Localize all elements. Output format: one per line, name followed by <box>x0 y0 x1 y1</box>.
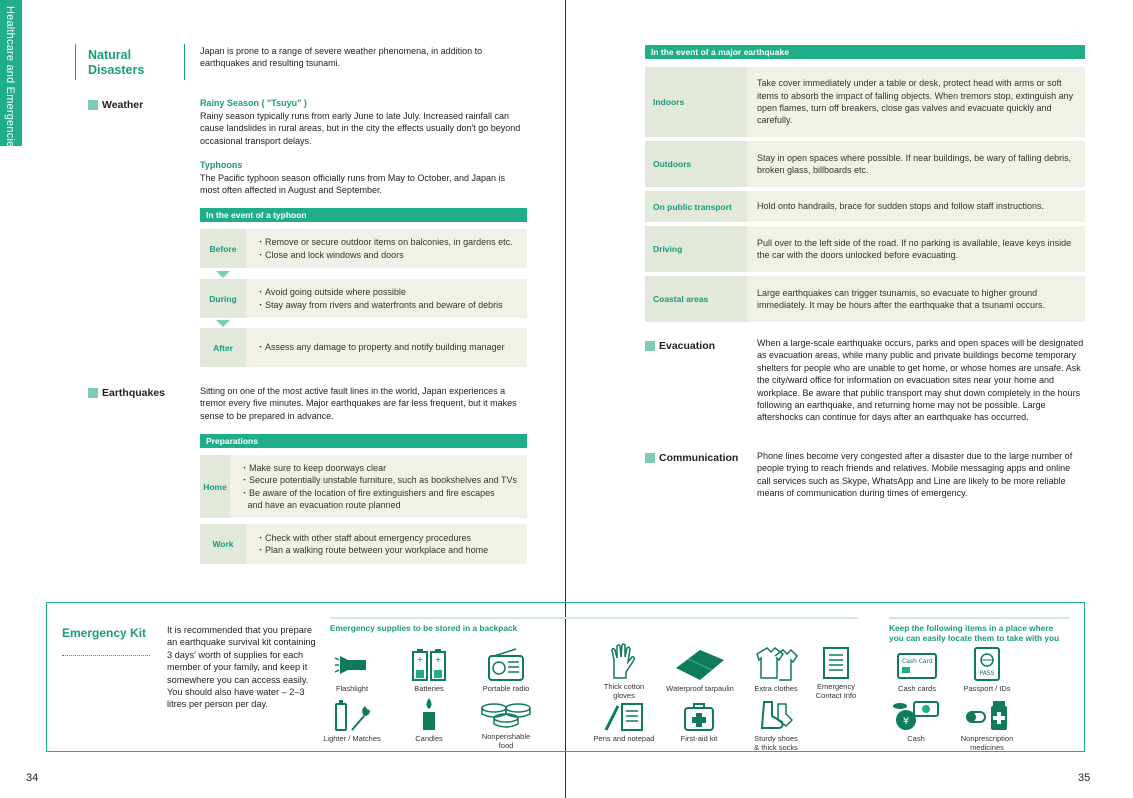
passport-icon <box>972 646 1002 682</box>
bullet-line: ・Check with other staff about emergency procedures <box>256 532 471 543</box>
kit-item-medicines <box>954 698 1020 752</box>
eq-row-public-transport <box>645 191 1085 222</box>
heading-square-icon <box>645 341 655 351</box>
item-label: & thick socks <box>754 742 798 752</box>
bullet-line: ・Be aware of the location of fire extinguishers and fire escapes <box>240 487 495 498</box>
kit-item-food <box>472 700 540 750</box>
eq-row-indoors <box>645 67 1085 137</box>
bullet-line: and have an evacuation route planned <box>240 499 401 510</box>
eq-row-text: Take cover immediately under a table or desk, protect head with arms or soft items to absorb the impact of falling objects. When tremors stop, extinguish any open flames, turn off breakers, close gas valves and evacuate quickly and carefully. <box>747 67 1085 137</box>
kit-item-lighter <box>318 698 386 744</box>
passport-label: PASS <box>979 670 995 677</box>
typhoons-title: Typhoons <box>200 160 243 170</box>
rainy-season-text: Rainy season typically runs from early June to late July. Increased rainfall can cause landslides in rural areas, but in the city the effects usually don't go beyond occasional transport delays. <box>200 111 521 146</box>
canned-food-icon <box>478 700 534 730</box>
pen-notepad-icon <box>602 702 646 732</box>
earthquakes-heading-label: Earthquakes <box>102 387 166 399</box>
item-label: Passport / IDs <box>963 684 1011 693</box>
cash-card-icon <box>896 648 938 682</box>
item-label: Cash <box>907 734 925 743</box>
typhoon-row-before <box>200 229 527 268</box>
rainy-season-title: Rainy Season ( "Tsuyu" ) <box>200 98 307 108</box>
title-divider <box>184 44 185 80</box>
kit-item-contact-info <box>810 646 862 700</box>
eq-row-text: Large earthquakes can trigger tsunamis, so evacuate to higher ground immediately. It may be hours after the earthquake that a tsunami occurs. <box>747 276 1085 322</box>
kit-item-flashlight <box>326 648 378 694</box>
item-label: gloves <box>613 690 635 700</box>
gloves-icon <box>606 642 642 680</box>
cash-icon <box>892 698 940 732</box>
typhoon-bar: In the event of a typhoon <box>200 208 527 222</box>
kit-item-batteries <box>404 648 454 694</box>
emergency-kit-title: Emergency Kit <box>62 626 147 640</box>
item-label: Thick cotton <box>603 682 645 691</box>
heading-square-icon <box>88 388 98 398</box>
earthquake-table <box>645 67 1085 322</box>
heading-square-icon <box>645 453 655 463</box>
item-label: Lighter / Matches <box>323 734 381 743</box>
svg-text:+: + <box>434 655 442 664</box>
bullet-line: ・Plan a walking route between your workplace and home <box>256 545 489 555</box>
batteries-icon <box>409 648 449 682</box>
svg-text:¥: ¥ <box>902 716 910 727</box>
eq-row-coastal <box>645 276 1085 322</box>
kit-item-passport <box>958 646 1016 694</box>
communication-text: Phone lines become very congested after a disaster due to the large number of people trying to reach friends and relatives. Mobile messaging apps and online call services such as Skype, WhatsApp and Line are likely to be more reliable means of communication during times of emergency. <box>757 451 1073 499</box>
page-title: Natural Disasters <box>88 48 145 77</box>
prep-row-home <box>200 455 527 518</box>
evacuation-text: When a large-scale earthquake occurs, parks and open spaces will be designated as evacuation areas, while many public and private buildings become temporary shelters for people who are unable to get home, or whose homes are unsafe. Ask the city/ward office for information on evacuation sites near your home and workplace. Be aware that public transport may shut down completely in the hours following an earthquake, and returning home may not be possible. Large aftershocks can continue for days after an earthquake has occurred. <box>757 338 1084 423</box>
item-label: First-aid kit <box>680 734 718 743</box>
eq-row-label: Indoors <box>645 67 747 137</box>
svg-text:+: + <box>416 655 424 664</box>
bullet-line: ・Remove or secure outdoor items on balconies, in gardens etc. <box>256 237 513 248</box>
kit-item-gloves <box>596 642 652 700</box>
kit-item-clothes <box>749 644 803 694</box>
locate-rule <box>889 617 1069 619</box>
eq-row-text: Stay in open spaces where possible. If near buildings, be wary of falling debris, broken glass, billboards etc. <box>747 141 1085 187</box>
preparations-bar: Preparations <box>200 434 527 448</box>
eq-row-text: Pull over to the left side of the road. If no parking is available, leave keys inside the car with the doors unlocked before evacuating. <box>747 226 1085 272</box>
item-label: Nonprescription <box>960 734 1014 743</box>
bullet-line: ・Secure potentially unstable furniture, such as bookshelves and TVs <box>240 475 517 486</box>
item-label: Cash cards <box>898 684 936 693</box>
contact-info-icon <box>821 646 851 680</box>
typhoon-row-label: During <box>200 279 246 318</box>
section-side-tab <box>0 0 22 154</box>
evacuation-heading-label: Evacuation <box>659 340 716 352</box>
page-number-left: 34 <box>26 772 39 784</box>
eq-row-label: Outdoors <box>645 141 747 187</box>
heading-square-icon <box>88 100 98 110</box>
eq-row-label: On public transport <box>645 191 747 222</box>
bullet-line: ・Stay away from rivers and waterfronts and beware of debris <box>256 299 503 310</box>
bullet-line: ・Avoid going outside where possible <box>256 287 406 298</box>
item-label: Candles <box>415 734 443 743</box>
flashlight-icon <box>334 648 370 682</box>
typhoon-row-during <box>200 279 527 318</box>
typhoon-row-text <box>246 279 527 318</box>
typhoon-row-label: After <box>200 328 246 367</box>
kit-item-tarpaulin <box>660 646 740 694</box>
bullet-line: ・Make sure to keep doorways clear <box>240 462 387 473</box>
item-label: Contact Info <box>815 690 857 700</box>
first-aid-icon <box>682 700 716 732</box>
kit-item-shoes <box>747 700 805 752</box>
prep-row-work <box>200 524 527 564</box>
item-label: Emergency <box>817 682 855 691</box>
typhoon-row-text <box>246 328 527 367</box>
tarpaulin-icon <box>672 646 728 682</box>
communication-heading-label: Communication <box>659 452 739 464</box>
bullet-line: ・Close and lock windows and doors <box>256 249 404 260</box>
shoes-socks-icon <box>756 700 796 732</box>
locate-heading-line-1: Keep the following items in a place where <box>889 623 1054 633</box>
communication-heading <box>645 452 738 464</box>
eq-row-outdoors <box>645 141 1085 187</box>
emergency-kit-text: It is recommended that you prepare an earthquake survival kit containing 3 days' worth of supplies for each member of your family, and keep it somewhere you can access easily. You should also have water – 2–3 litres per person per day. <box>167 625 316 710</box>
radio-icon <box>486 648 526 682</box>
medicine-icon <box>963 698 1011 732</box>
item-label: Batteries <box>414 684 444 693</box>
locate-heading-line-2: you can easily locate them to take with you <box>889 633 1060 643</box>
backpack-rule <box>330 617 858 619</box>
item-label: Portable radio <box>482 684 530 693</box>
cash-card-label: Cash Card <box>902 658 933 665</box>
kit-item-cash <box>886 698 946 744</box>
backpack-heading: Emergency supplies to be stored in a backpack <box>330 623 518 633</box>
evacuation-heading <box>645 340 715 352</box>
kit-item-cash-cards <box>892 648 942 694</box>
side-tab-label: Healthcare and Emergencies <box>4 6 16 154</box>
prep-row-text <box>246 524 527 564</box>
typhoon-row-label: Before <box>200 229 246 268</box>
page-number-right: 35 <box>1078 772 1091 784</box>
page-title-box <box>75 44 185 80</box>
candle-icon <box>416 696 442 732</box>
intro-text: Japan is prone to a range of severe weather phenomena, in addition to earthquakes and resulting tsunami. <box>200 46 483 69</box>
down-arrow-icon <box>216 320 230 327</box>
eq-row-driving <box>645 226 1085 272</box>
kit-item-candles <box>408 696 450 744</box>
kit-item-radio <box>477 648 535 694</box>
kit-item-pens <box>588 702 660 744</box>
item-label: Sturdy shoes <box>754 734 798 743</box>
bullet-line: ・Assess any damage to property and notify building manager <box>256 342 505 353</box>
prep-row-label: Work <box>200 524 246 564</box>
eq-row-text: Hold onto handrails, brace for sudden stops and follow staff instructions. <box>747 191 1085 222</box>
typhoon-row-after <box>200 328 527 367</box>
eq-row-label: Driving <box>645 226 747 272</box>
prep-row-text <box>230 455 527 518</box>
earthquakes-heading <box>88 387 165 399</box>
item-label: Pens and notepad <box>593 734 655 743</box>
typhoon-row-text <box>246 229 527 268</box>
major-earthquake-bar: In the event of a major earthquake <box>645 45 1085 59</box>
earthquakes-text: Sitting on one of the most active fault lines in the world, Japan experiences a tremor every five minutes. Major earthquakes are far less frequent, but it makes sense to be prepared in advance. <box>200 386 517 421</box>
typhoons-text: The Pacific typhoon season officially runs from May to October, and Japan is most often affected in August and September. <box>200 173 505 196</box>
down-arrow-icon <box>216 271 230 278</box>
eq-row-label: Coastal areas <box>645 276 747 322</box>
weather-heading <box>88 99 143 111</box>
item-label: medicines <box>970 742 1004 752</box>
item-label: food <box>498 740 514 750</box>
lighter-icon <box>330 698 374 732</box>
item-label: Nonperishable <box>481 732 531 741</box>
item-label: Extra clothes <box>754 684 798 693</box>
item-label: Flashlight <box>335 684 369 693</box>
weather-heading-label: Weather <box>102 99 144 111</box>
kit-item-first-aid <box>670 700 728 744</box>
prep-row-label: Home <box>200 455 230 518</box>
clothes-icon <box>753 644 799 682</box>
item-label: Waterproof tarpaulin <box>666 684 734 693</box>
kit-dotted-rule <box>62 655 150 656</box>
